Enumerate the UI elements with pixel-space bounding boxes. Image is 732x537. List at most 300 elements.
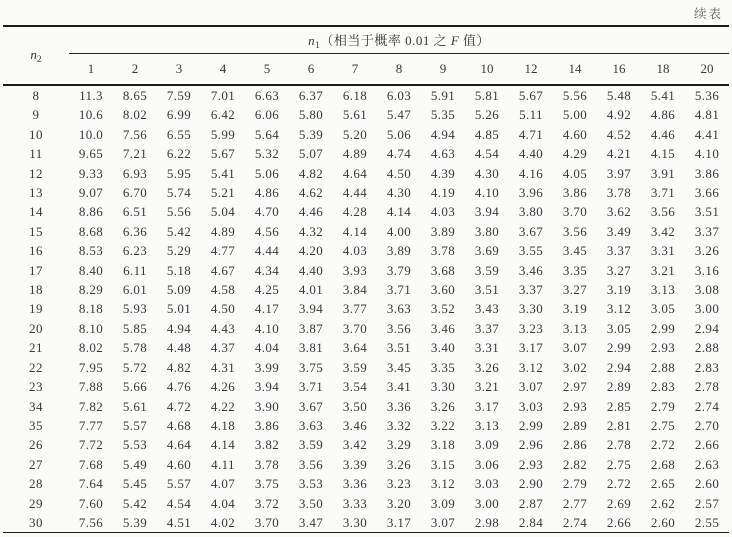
f-value-cell: 5.06: [254, 165, 280, 181]
column-header: 20: [685, 54, 729, 86]
table-row: [3, 513, 729, 533]
f-value-cell: 4.30: [474, 165, 500, 181]
f-value-cell: 3.16: [694, 262, 720, 278]
f-value-cell: 6.70: [122, 185, 148, 201]
f-value-cell: 3.55: [518, 243, 544, 259]
f-distribution-table: [3, 25, 729, 533]
f-value-cell: 2.66: [606, 514, 632, 530]
row-header-n2: 17: [29, 262, 43, 278]
f-value-cell: 3.09: [430, 495, 456, 511]
f-value-cell: 2.83: [650, 379, 676, 395]
f-value-cell: 7.64: [78, 476, 104, 492]
f-value-cell: 4.31: [210, 359, 236, 375]
f-value-cell: 8.68: [78, 223, 104, 239]
f-value-cell: 2.83: [694, 359, 720, 375]
f-value-cell: 4.46: [650, 126, 676, 142]
f-value-cell: 3.51: [694, 204, 720, 220]
f-value-cell: 9.33: [78, 165, 104, 181]
f-value-cell: 2.63: [694, 456, 720, 472]
f-value-cell: 3.17: [474, 398, 500, 414]
f-value-cell: 2.60: [650, 514, 676, 530]
f-value-cell: 7.68: [78, 456, 104, 472]
f-value-cell: 3.08: [694, 282, 720, 298]
f-value-cell: 3.60: [430, 282, 456, 298]
f-value-cell: 3.89: [430, 223, 456, 239]
table-row: [3, 358, 729, 377]
f-value-cell: 6.03: [386, 88, 412, 103]
row-header-n2: 19: [29, 301, 43, 317]
f-value-cell: 6.01: [122, 282, 148, 298]
f-value-cell: 3.35: [562, 262, 588, 278]
table-row: [3, 435, 729, 454]
f-value-cell: 4.02: [210, 514, 236, 530]
f-value-cell: 4.74: [386, 146, 412, 162]
f-value-cell: 3.80: [474, 223, 500, 239]
f-value-cell: 3.43: [474, 301, 500, 317]
f-value-cell: 2.78: [694, 379, 720, 395]
f-value-cell: 3.46: [430, 320, 456, 336]
f-value-cell: 3.49: [606, 223, 632, 239]
f-value-cell: 5.66: [122, 379, 148, 395]
f-value-cell: 2.98: [474, 514, 500, 530]
f-value-cell: 6.23: [122, 243, 148, 259]
f-value-cell: 5.00: [562, 107, 588, 123]
f-value-cell: 4.25: [254, 282, 280, 298]
f-value-cell: 5.67: [518, 88, 544, 103]
f-value-cell: 4.05: [562, 165, 588, 181]
f-value-cell: 7.59: [166, 88, 192, 103]
f-value-cell: 3.79: [386, 262, 412, 278]
f-value-cell: 6.06: [254, 107, 280, 123]
f-value-cell: 3.26: [474, 359, 500, 375]
f-value-cell: 2.89: [562, 417, 588, 433]
f-value-cell: 3.05: [650, 301, 676, 317]
f-value-cell: 6.11: [123, 262, 147, 278]
f-value-cell: 5.42: [166, 223, 192, 239]
f-value-cell: 3.26: [430, 398, 456, 414]
f-value-cell: 3.87: [298, 320, 324, 336]
f-value-cell: 4.14: [342, 223, 368, 239]
f-value-cell: 3.91: [650, 165, 676, 181]
f-value-cell: 3.37: [518, 282, 544, 298]
f-value-cell: 4.44: [342, 185, 368, 201]
f-value-cell: 3.21: [650, 262, 676, 278]
f-value-cell: 4.51: [166, 514, 192, 530]
f-value-cell: 3.13: [650, 282, 676, 298]
f-value-cell: 3.54: [342, 379, 368, 395]
f-value-cell: 3.07: [518, 379, 544, 395]
f-value-cell: 5.91: [430, 88, 456, 103]
f-value-cell: 3.86: [694, 165, 720, 181]
f-value-cell: 3.27: [606, 262, 632, 278]
f-value-cell: 10.6: [78, 107, 104, 123]
f-value-cell: 8.53: [78, 243, 104, 259]
f-value-cell: 3.62: [606, 204, 632, 220]
f-value-cell: 7.77: [78, 417, 104, 433]
f-value-cell: 3.36: [342, 476, 368, 492]
n2-symbol: n: [30, 46, 37, 62]
f-value-cell: 7.88: [78, 379, 104, 395]
f-value-cell: 7.56: [78, 514, 104, 530]
f-symbol: F: [450, 32, 460, 48]
f-value-cell: 5.99: [210, 126, 236, 142]
f-value-cell: 3.18: [430, 437, 456, 453]
row-header-n2: 28: [29, 476, 43, 492]
table-row: [3, 85, 729, 105]
table-body: [3, 85, 729, 533]
table-row: [3, 474, 729, 493]
row-header-n2: 9: [32, 107, 40, 123]
f-value-cell: 5.36: [694, 88, 720, 103]
f-value-cell: 3.51: [386, 340, 412, 356]
f-value-cell: 4.67: [210, 262, 236, 278]
f-value-cell: 3.67: [518, 223, 544, 239]
f-value-cell: 4.14: [210, 437, 236, 453]
f-value-cell: 5.56: [166, 204, 192, 220]
f-value-cell: 6.55: [166, 126, 192, 142]
f-value-cell: 5.45: [122, 476, 148, 492]
f-value-cell: 5.39: [122, 514, 148, 530]
f-value-cell: 3.19: [562, 301, 588, 317]
f-value-cell: 2.88: [694, 340, 720, 356]
f-value-cell: 3.07: [562, 340, 588, 356]
row-header-n2: 21: [29, 340, 43, 356]
n1-subscript: 1: [315, 40, 321, 51]
f-value-cell: 3.03: [474, 476, 500, 492]
f-value-cell: 3.30: [518, 301, 544, 317]
f-value-cell: 3.63: [298, 417, 324, 433]
f-value-cell: 3.00: [474, 495, 500, 511]
column-group-header: [69, 26, 729, 54]
table-row: [3, 280, 729, 299]
f-value-cell: 4.29: [562, 146, 588, 162]
f-value-cell: 3.41: [386, 379, 412, 395]
f-value-cell: 2.74: [562, 514, 588, 530]
f-value-cell: 6.18: [342, 88, 368, 103]
f-value-cell: 10.0: [78, 126, 104, 142]
row-header-n2: 29: [29, 495, 43, 511]
table-row: [3, 455, 729, 474]
f-value-cell: 3.37: [694, 223, 720, 239]
f-value-cell: 2.81: [606, 417, 632, 433]
f-value-cell: 5.85: [122, 320, 148, 336]
f-value-cell: 4.72: [166, 398, 192, 414]
column-header: 4: [201, 54, 245, 86]
f-value-cell: 4.54: [166, 495, 192, 511]
f-value-cell: 6.51: [122, 204, 148, 220]
f-value-cell: 2.55: [694, 514, 720, 530]
f-value-cell: 3.94: [298, 301, 324, 317]
f-value-cell: 5.81: [474, 88, 500, 103]
f-value-cell: 4.15: [650, 146, 676, 162]
row-variable-header: [3, 26, 69, 85]
f-value-cell: 6.63: [254, 88, 280, 103]
f-value-cell: 5.67: [210, 146, 236, 162]
f-value-cell: 4.19: [430, 185, 456, 201]
table-row: [3, 397, 729, 416]
f-value-cell: 4.01: [298, 282, 324, 298]
f-value-cell: 4.60: [166, 456, 192, 472]
f-value-cell: 2.57: [694, 495, 720, 511]
f-value-cell: 3.27: [562, 282, 588, 298]
f-value-cell: 5.61: [122, 398, 148, 414]
f-value-cell: 7.82: [78, 398, 104, 414]
n2-subscript: 2: [36, 54, 42, 65]
f-value-cell: 6.37: [298, 88, 324, 103]
f-value-cell: 4.41: [694, 126, 720, 142]
f-value-cell: 11.3: [79, 88, 103, 103]
f-value-cell: 3.70: [562, 204, 588, 220]
f-value-cell: 4.94: [166, 320, 192, 336]
f-value-cell: 7.95: [78, 359, 104, 375]
table-row: [3, 416, 729, 435]
f-value-cell: 4.86: [254, 185, 280, 201]
f-value-cell: 2.79: [562, 476, 588, 492]
f-value-cell: 2.85: [606, 398, 632, 414]
f-value-cell: 3.12: [606, 301, 632, 317]
table-row: [3, 183, 729, 202]
f-value-cell: 2.70: [694, 417, 720, 433]
f-value-cell: 2.69: [606, 495, 632, 511]
f-value-cell: 4.89: [342, 146, 368, 162]
f-value-cell: 3.59: [298, 437, 324, 453]
f-value-cell: 5.06: [386, 126, 412, 142]
f-value-cell: 8.10: [78, 320, 104, 336]
f-value-cell: 4.50: [386, 165, 412, 181]
f-value-cell: 4.43: [210, 320, 236, 336]
f-value-cell: 3.12: [518, 359, 544, 375]
f-value-cell: 3.45: [386, 359, 412, 375]
f-value-cell: 2.94: [606, 359, 632, 375]
f-value-cell: 4.37: [210, 340, 236, 356]
f-value-cell: 8.02: [122, 107, 148, 123]
f-value-cell: 3.36: [386, 398, 412, 414]
f-value-cell: 7.60: [78, 495, 104, 511]
f-value-cell: 4.22: [210, 398, 236, 414]
table-row: [3, 338, 729, 357]
table-row: [3, 319, 729, 338]
f-value-cell: 4.92: [606, 107, 632, 123]
continued-table-label: 续表: [693, 7, 723, 21]
f-value-cell: 3.56: [650, 204, 676, 220]
f-value-cell: 3.84: [342, 282, 368, 298]
f-value-cell: 5.95: [166, 165, 192, 181]
f-value-cell: 4.03: [430, 204, 456, 220]
f-value-cell: 2.96: [518, 437, 544, 453]
f-value-cell: 4.48: [166, 340, 192, 356]
f-value-cell: 3.30: [430, 379, 456, 395]
f-value-cell: 8.18: [78, 301, 104, 317]
f-value-cell: 5.47: [386, 107, 412, 123]
f-value-cell: 4.26: [210, 379, 236, 395]
f-value-cell: 4.89: [210, 223, 236, 239]
row-header-n2: 35: [29, 417, 43, 433]
column-header: 16: [597, 54, 641, 86]
f-value-cell: 3.70: [342, 320, 368, 336]
f-value-cell: 2.66: [694, 437, 720, 453]
f-value-cell: 3.42: [342, 437, 368, 453]
f-value-cell: 5.39: [298, 126, 324, 142]
f-value-cell: 3.31: [650, 243, 676, 259]
f-value-cell: 2.99: [606, 340, 632, 356]
f-value-cell: 3.45: [562, 243, 588, 259]
f-value-cell: 5.56: [562, 88, 588, 103]
f-value-cell: 2.78: [606, 437, 632, 453]
f-value-cell: 4.16: [518, 165, 544, 181]
f-value-cell: 3.02: [562, 359, 588, 375]
f-value-cell: 7.72: [78, 437, 104, 453]
f-value-cell: 3.67: [298, 398, 324, 414]
f-value-cell: 3.50: [342, 398, 368, 414]
f-value-cell: 5.53: [122, 437, 148, 453]
row-header-n2: 23: [29, 379, 43, 395]
row-header-n2: 20: [29, 320, 43, 336]
f-value-cell: 6.93: [122, 165, 148, 181]
row-header-n2: 30: [29, 514, 43, 530]
f-value-cell: 3.99: [254, 359, 280, 375]
f-value-cell: 3.94: [474, 204, 500, 220]
f-value-cell: 8.40: [78, 262, 104, 278]
f-value-cell: 4.64: [342, 165, 368, 181]
column-header: 8: [377, 54, 421, 86]
column-header: 14: [553, 54, 597, 86]
f-value-cell: 3.37: [474, 320, 500, 336]
f-value-cell: 5.80: [298, 107, 324, 123]
f-value-cell: 5.18: [166, 262, 192, 278]
f-value-cell: 6.22: [166, 146, 192, 162]
f-value-cell: 3.69: [474, 243, 500, 259]
f-value-cell: 4.76: [166, 379, 192, 395]
f-value-cell: 4.50: [210, 301, 236, 317]
f-value-cell: 4.82: [298, 165, 324, 181]
f-value-cell: 4.85: [474, 126, 500, 142]
column-header: 9: [421, 54, 465, 86]
column-header: 18: [641, 54, 685, 86]
table-row: [3, 299, 729, 318]
f-value-cell: 4.10: [474, 185, 500, 201]
table-row: [3, 377, 729, 396]
f-value-cell: 3.80: [518, 204, 544, 220]
f-value-cell: 4.44: [254, 243, 280, 259]
row-header-n2: 8: [32, 88, 40, 103]
f-value-cell: 3.70: [254, 514, 280, 530]
f-value-cell: 3.56: [562, 223, 588, 239]
table-row: [3, 494, 729, 513]
f-value-cell: 4.40: [518, 146, 544, 162]
f-value-cell: 3.71: [650, 185, 676, 201]
f-value-cell: 4.63: [430, 146, 456, 162]
f-value-cell: 2.74: [694, 398, 720, 414]
f-value-cell: 3.20: [386, 495, 412, 511]
column-numbers-row: [3, 54, 729, 86]
f-value-cell: 5.07: [298, 146, 324, 162]
f-value-cell: 4.20: [298, 243, 324, 259]
row-header-n2: 13: [29, 185, 43, 201]
f-value-cell: 2.60: [694, 476, 720, 492]
f-value-cell: 2.68: [650, 456, 676, 472]
f-value-cell: 3.39: [342, 456, 368, 472]
row-header-n2: 26: [29, 437, 43, 453]
table-row: [3, 144, 729, 163]
f-value-cell: 4.60: [562, 126, 588, 142]
row-header-n2: 18: [29, 282, 43, 298]
f-value-cell: 4.81: [694, 107, 720, 123]
f-value-cell: 3.13: [474, 417, 500, 433]
f-value-cell: 4.21: [606, 146, 632, 162]
f-value-cell: 3.93: [342, 262, 368, 278]
f-value-cell: 5.72: [122, 359, 148, 375]
f-value-cell: 3.17: [518, 340, 544, 356]
f-value-cell: 2.75: [650, 417, 676, 433]
f-value-cell: 2.97: [562, 379, 588, 395]
f-value-cell: 3.33: [342, 495, 368, 511]
f-value-cell: 3.86: [562, 185, 588, 201]
f-value-cell: 3.26: [386, 456, 412, 472]
f-value-cell: 2.65: [650, 476, 676, 492]
f-value-cell: 5.20: [342, 126, 368, 142]
f-value-cell: 4.04: [254, 340, 280, 356]
f-value-cell: 3.78: [254, 456, 280, 472]
f-value-cell: 3.59: [342, 359, 368, 375]
table-row: [3, 202, 729, 221]
f-value-cell: 2.62: [650, 495, 676, 511]
f-value-cell: 4.46: [298, 204, 324, 220]
f-value-cell: 4.04: [210, 495, 236, 511]
f-value-cell: 8.86: [78, 204, 104, 220]
f-value-cell: 9.65: [78, 146, 104, 162]
f-value-cell: 4.77: [210, 243, 236, 259]
f-value-cell: 5.61: [342, 107, 368, 123]
row-header-n2: 27: [29, 456, 43, 472]
row-header-n2: 22: [29, 359, 43, 375]
f-value-cell: 3.94: [254, 379, 280, 395]
f-value-cell: 3.12: [430, 476, 456, 492]
column-header: 10: [465, 54, 509, 86]
f-value-cell: 4.17: [254, 301, 280, 317]
f-value-cell: 4.07: [210, 476, 236, 492]
f-value-cell: 3.26: [694, 243, 720, 259]
f-value-cell: 3.82: [254, 437, 280, 453]
f-value-cell: 4.56: [254, 223, 280, 239]
f-value-cell: 5.11: [519, 107, 543, 123]
f-value-cell: 5.57: [166, 476, 192, 492]
f-value-cell: 3.06: [474, 456, 500, 472]
table-row: [3, 241, 729, 260]
f-value-cell: 2.75: [606, 456, 632, 472]
row-header-n2: 11: [29, 146, 43, 162]
f-value-cell: 3.56: [386, 320, 412, 336]
f-value-cell: 8.29: [78, 282, 104, 298]
f-value-cell: 2.93: [518, 456, 544, 472]
f-value-cell: 7.56: [122, 126, 148, 142]
column-header: 2: [113, 54, 157, 86]
f-value-cell: 3.86: [254, 417, 280, 433]
f-value-cell: 5.48: [606, 88, 632, 103]
f-value-cell: 5.64: [254, 126, 280, 142]
column-header: 7: [333, 54, 377, 86]
f-value-cell: 2.86: [562, 437, 588, 453]
f-value-cell: 2.72: [650, 437, 676, 453]
f-value-cell: 3.68: [430, 262, 456, 278]
f-value-cell: 4.10: [254, 320, 280, 336]
f-value-cell: 3.78: [606, 185, 632, 201]
f-value-cell: 4.28: [342, 204, 368, 220]
f-value-cell: 3.07: [430, 514, 456, 530]
f-value-cell: 4.54: [474, 146, 500, 162]
f-value-cell: 2.93: [650, 340, 676, 356]
f-value-cell: 3.78: [430, 243, 456, 259]
row-header-n2: 14: [29, 204, 43, 220]
